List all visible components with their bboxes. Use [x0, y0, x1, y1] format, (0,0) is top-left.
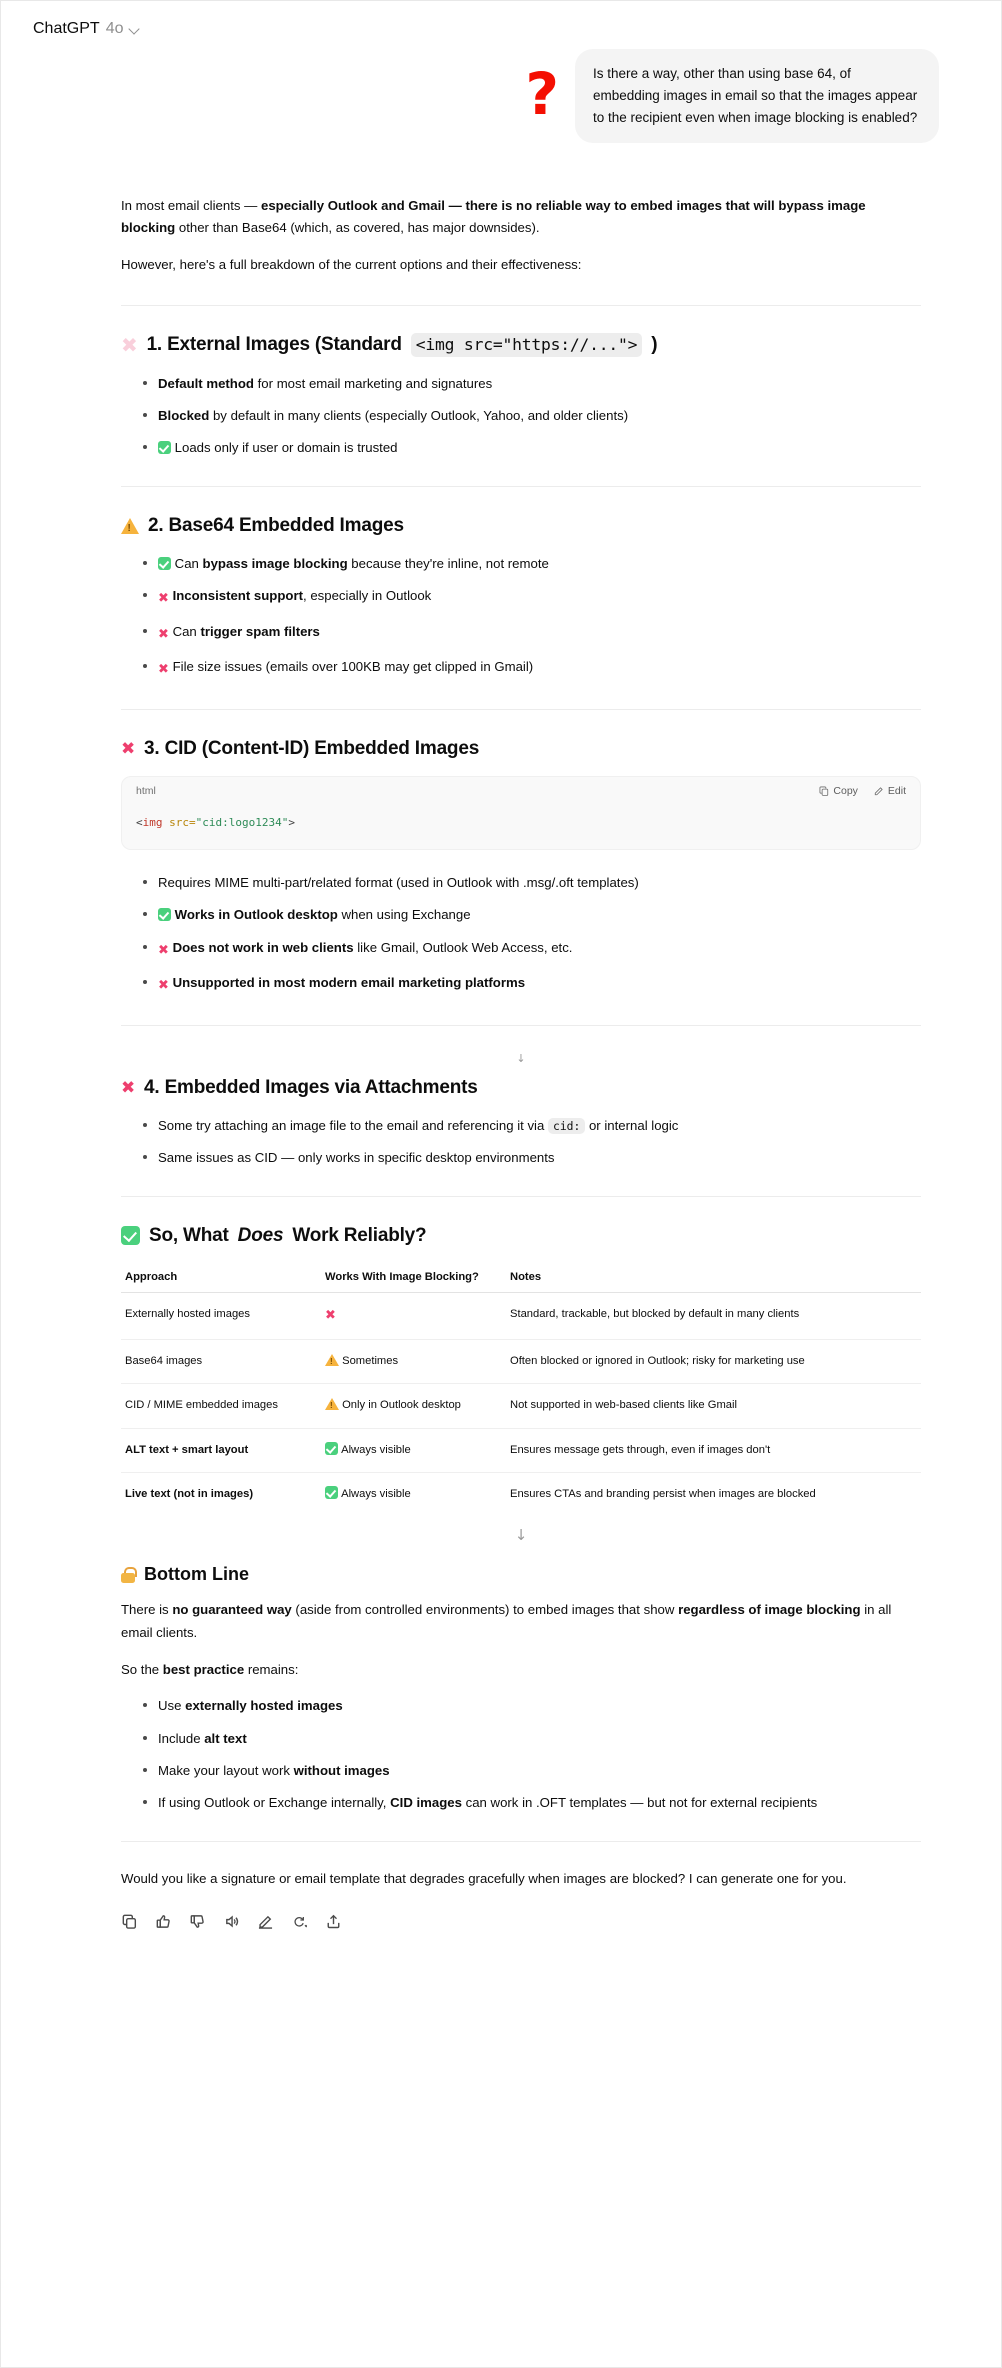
code-language-label: html	[136, 784, 156, 797]
cell-works-text: Only in Outlook desktop	[342, 1399, 461, 1412]
bl-p1-d: regardless of image blocking	[678, 1602, 861, 1618]
check-mark-icon	[325, 1442, 338, 1455]
model-name: ChatGPT	[33, 20, 100, 37]
edit-code-button[interactable]	[874, 785, 906, 797]
cell-works-text: Always visible	[341, 1487, 411, 1500]
code-string: "cid:logo1234"	[195, 815, 289, 829]
section-4-title: 4. Embedded Images via Attachments	[144, 1077, 478, 1099]
s3-b2-bold: Does not work in web clients	[172, 939, 354, 955]
s2-b0-bold: bypass image blocking	[202, 555, 348, 571]
scroll-indicator-small: ↓	[516, 1052, 526, 1066]
cell-approach-text: ALT text + smart layout	[125, 1443, 249, 1456]
list-item	[143, 656, 921, 681]
list-item	[143, 1147, 921, 1168]
s1-b1-rest: by default in many clients (especially Outlook, Yahoo, and older clients)	[209, 407, 629, 423]
s1-b0-rest: for most email marketing and signatures	[253, 375, 493, 391]
lock-icon	[121, 1567, 135, 1583]
edit-in-canvas-button[interactable]	[257, 1913, 274, 1930]
section-4-heading	[121, 1075, 921, 1101]
s1-b2-rest: Loads only if user or domain is trusted	[174, 439, 398, 455]
check-mark-icon	[158, 441, 171, 454]
model-version: 4o	[105, 20, 124, 37]
cell-works	[321, 1292, 506, 1339]
cell-approach: Base64 images	[121, 1339, 321, 1383]
code-tag: img	[142, 815, 163, 829]
copy-icon	[122, 1914, 137, 1929]
warning-icon	[325, 1398, 339, 1410]
code-block	[121, 776, 921, 851]
bl-b3-bold: CID images	[390, 1794, 462, 1810]
cell-notes: Often blocked or ignored in Outlook; risky for marketing use	[506, 1339, 921, 1383]
s2-b0-rest: because they're inline, not remote	[347, 555, 549, 571]
cell-approach	[121, 1472, 321, 1516]
s3-b1-rest: when using Exchange	[337, 907, 471, 923]
divider	[121, 486, 921, 487]
bottom-line-heading	[121, 1564, 921, 1585]
chevron-down-icon	[129, 23, 141, 35]
bl-p2-b: best practice	[162, 1661, 245, 1677]
code-block-actions	[819, 785, 906, 797]
edit-icon	[874, 786, 884, 796]
intro-p1-c: other than Base64 (which, as covered, has major downsides).	[175, 220, 540, 236]
bl-p1-b: no guaranteed way	[172, 1602, 292, 1618]
list-item	[143, 621, 921, 646]
warning-icon	[325, 1354, 339, 1366]
table-row	[121, 1384, 921, 1428]
section-3-heading	[121, 736, 921, 762]
section-1-bullets	[121, 373, 921, 458]
bl-b2-bold: without images	[293, 1762, 390, 1778]
cell-works	[321, 1472, 506, 1516]
divider	[121, 1841, 921, 1842]
cross-mark-icon: ✖	[158, 626, 169, 642]
s1-b0-bold: Default method	[158, 375, 254, 391]
copy-icon	[819, 786, 829, 796]
thumbs-down-button[interactable]	[189, 1913, 206, 1930]
check-mark-icon	[121, 1226, 140, 1245]
s4-b0-post: or internal logic	[585, 1117, 679, 1133]
cross-mark-icon: ✖	[158, 942, 169, 958]
share-button[interactable]	[325, 1913, 342, 1930]
copy-code-button[interactable]	[819, 785, 858, 797]
cell-works	[321, 1428, 506, 1472]
edit-label: Edit	[887, 784, 906, 797]
regenerate-icon	[292, 1914, 307, 1929]
speaker-read-aloud-icon	[224, 1914, 239, 1929]
cell-works	[321, 1339, 506, 1383]
bl-b3-post: can work in .OFT templates — but not for external recipients	[461, 1794, 818, 1810]
s4-b1-pre: Same issues as CID — only works in specific desktop environments	[158, 1149, 555, 1165]
column-header-works: Works With Image Blocking?	[321, 1263, 506, 1293]
reliably-title-b: Work Reliably?	[292, 1225, 427, 1247]
table-row	[121, 1428, 921, 1472]
section-1-code: <img src="https://...">	[411, 333, 643, 357]
list-item	[143, 1760, 921, 1781]
cell-notes: Ensures CTAs and branding persist when images are blocked	[510, 1487, 816, 1500]
section-3-title: 3. CID (Content-ID) Embedded Images	[144, 738, 480, 760]
list-item	[143, 1115, 921, 1136]
section-2-heading	[121, 513, 921, 539]
bl-b3-pre: If using Outlook or Exchange internally,	[158, 1794, 391, 1810]
question-mark-avatar: ?	[525, 60, 559, 128]
code-block-header	[122, 777, 920, 801]
section-1-title-a: 1. External Images (Standard	[146, 334, 402, 356]
scroll-down-indicator[interactable]: ↓	[514, 1526, 528, 1545]
thumbs-up-button[interactable]	[155, 1913, 172, 1930]
divider	[121, 709, 921, 710]
model-selector[interactable]	[25, 16, 149, 42]
check-mark-icon	[158, 908, 171, 921]
cross-mark-icon: ✖	[158, 590, 169, 606]
bl-p1-e: in all email clients.	[121, 1602, 892, 1641]
cross-mark-icon: ✖	[158, 978, 169, 994]
s3-b3-bold: Unsupported in most modern email marketing platforms	[172, 975, 526, 991]
list-item	[143, 405, 921, 426]
cell-works-text: Sometimes	[342, 1354, 399, 1367]
copy-label: Copy	[833, 784, 858, 797]
bl-b0-bold: externally hosted images	[185, 1698, 343, 1714]
list-item	[143, 904, 921, 925]
code-punct-close: >	[288, 815, 295, 829]
intro-paragraph-1	[121, 195, 921, 240]
section-3-bullets	[121, 872, 921, 997]
s2-b2-bold: trigger spam filters	[200, 623, 320, 639]
s4-b0-code: cid:	[548, 1118, 585, 1134]
list-item	[143, 972, 921, 997]
divider	[121, 1025, 921, 1026]
section-1-heading	[121, 332, 921, 359]
table-row	[121, 1472, 921, 1516]
cell-notes: Standard, trackable, but blocked by default in many clients	[506, 1292, 921, 1339]
reliably-title-a: So, What	[149, 1225, 229, 1247]
copy-message-button[interactable]	[121, 1913, 138, 1930]
list-item	[143, 373, 921, 394]
list-item	[143, 585, 921, 610]
bl-b1-bold: alt text	[204, 1730, 247, 1746]
intro-paragraph-2: However, here's a full breakdown of the current options and their effectiveness:	[121, 256, 582, 272]
edit-in-canvas-icon	[258, 1914, 273, 1929]
cell-approach	[121, 1428, 321, 1472]
thumbs-down-icon	[190, 1914, 205, 1929]
cell-works	[321, 1384, 506, 1428]
s2-b1-rest: , especially in Outlook	[303, 587, 432, 603]
cell-approach-text: Live text (not in images)	[125, 1487, 254, 1500]
cell-notes: Not supported in web-based clients like Gmail	[506, 1384, 921, 1428]
bottom-line-paragraph-1	[121, 1599, 921, 1644]
list-item	[143, 872, 921, 893]
bl-b2-pre: Make your layout work	[158, 1762, 294, 1778]
s2-b3-rest: File size issues (emails over 100KB may get clipped in Gmail)	[172, 659, 534, 675]
s1-b1-bold: Blocked	[158, 407, 210, 423]
bl-b1-pre: Include	[158, 1730, 205, 1746]
share-icon	[326, 1914, 341, 1929]
s2-b0-pre: Can	[174, 555, 203, 571]
user-message-bubble: Is there a way, other than using base 64, of embedding images in email so that the images appear to the recipient even when image blocking is enabled?	[575, 49, 939, 143]
divider	[121, 305, 921, 306]
bl-p2-a: So the	[121, 1661, 163, 1677]
cell-approach: CID / MIME embedded images	[121, 1384, 321, 1428]
assistant-message	[1, 195, 1001, 1956]
intro-p1-a: In most email clients —	[121, 197, 261, 213]
column-header-approach: Approach	[121, 1263, 321, 1293]
cross-mark-icon: ✖	[158, 662, 169, 678]
message-action-bar	[121, 1913, 921, 1956]
code-block-body[interactable]	[122, 801, 920, 850]
thumbs-up-icon	[156, 1914, 171, 1929]
code-punct-open: <	[136, 815, 143, 829]
cell-approach: Externally hosted images	[121, 1292, 321, 1339]
check-mark-icon	[158, 557, 171, 570]
s3-b0-rest: Requires MIME multi-part/related format (used in Outlook with .msg/.oft templates)	[158, 875, 639, 891]
section-4-bullets	[121, 1115, 921, 1168]
cross-mark-icon: ✖	[121, 1077, 136, 1098]
cross-mark-faint-icon: ✖	[121, 332, 138, 357]
bl-p1-a: There is	[121, 1602, 173, 1618]
bl-p1-c: (aside from controlled environments) to embed images that show	[291, 1602, 679, 1618]
bottom-line-paragraph-2	[121, 1659, 921, 1682]
cross-mark-icon: ✖	[325, 1307, 336, 1323]
section-1-title-b: )	[651, 334, 658, 356]
s2-b1-bold: Inconsistent support	[172, 587, 303, 603]
list-item	[143, 437, 921, 458]
reliably-title-em: Does	[237, 1225, 284, 1247]
table-header-row	[121, 1263, 921, 1293]
comparison-table	[121, 1263, 921, 1517]
s3-b1-bold: Works in Outlook desktop	[174, 907, 338, 923]
intro-p1-b: especially Outlook and Gmail — there is no reliable way to embed images that will bypass image blocking	[121, 197, 866, 236]
cell-notes: Ensures message gets through, even if images don't	[506, 1428, 921, 1472]
bottom-line-bullets	[121, 1695, 921, 1813]
warning-icon	[121, 518, 139, 534]
column-header-notes: Notes	[506, 1263, 921, 1293]
cross-mark-icon: ✖	[121, 738, 136, 759]
cell-works-text: Always visible	[341, 1443, 411, 1456]
read-aloud-button[interactable]	[223, 1913, 240, 1930]
bl-b0-pre: Use	[158, 1698, 186, 1714]
list-item	[143, 1695, 921, 1716]
list-item	[143, 937, 921, 962]
list-item	[143, 553, 921, 574]
list-item	[143, 1792, 921, 1813]
s2-b2-pre: Can	[172, 623, 201, 639]
code-attr: src=	[162, 815, 196, 829]
list-item	[143, 1728, 921, 1749]
table-row	[121, 1339, 921, 1383]
bottom-line-title: Bottom Line	[144, 1564, 249, 1585]
reliably-heading	[121, 1223, 921, 1249]
regenerate-button[interactable]	[291, 1913, 308, 1930]
s4-b0-pre: Some try attaching an image file to the email and referencing it via	[158, 1117, 548, 1133]
table-row	[121, 1292, 921, 1339]
user-message-row	[1, 49, 1001, 143]
divider	[121, 1196, 921, 1197]
closing-paragraph: Would you like a signature or email template that degrades gracefully when images are blocked? I can generate one for you.	[121, 1870, 847, 1886]
s3-b2-rest: like Gmail, Outlook Web Access, etc.	[353, 939, 573, 955]
section-2-title: 2. Base64 Embedded Images	[148, 515, 404, 537]
section-2-bullets	[121, 553, 921, 682]
check-mark-icon	[325, 1486, 338, 1499]
bl-p2-c: remains:	[244, 1661, 299, 1677]
